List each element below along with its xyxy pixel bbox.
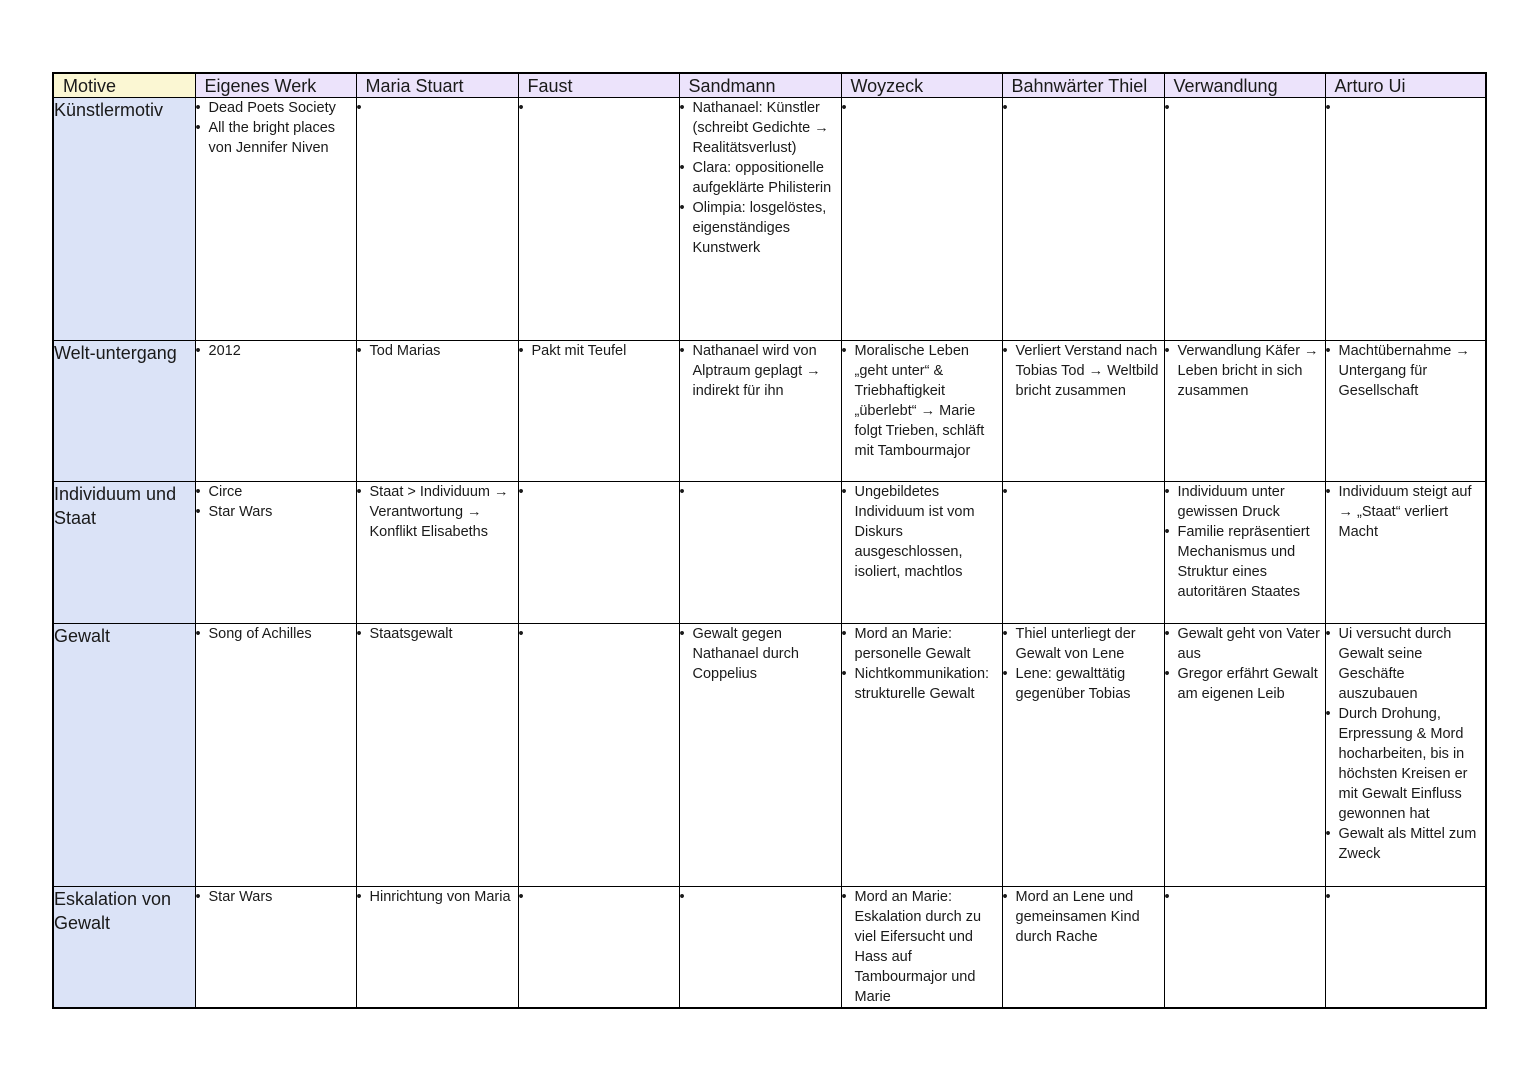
table-cell [518,482,679,624]
bullet-list [1326,482,1486,542]
bullet-list [1003,341,1164,401]
bullet-list [680,482,841,502]
header-work: Bahnwärter Thiel [1002,73,1164,98]
table-cell [1002,482,1164,624]
table-row [53,341,1486,482]
motive-cell: Künstlermotiv [53,98,195,341]
table-cell [679,341,841,482]
table-cell [679,98,841,341]
bullet-item: • Moralische Leben „geht unter“ & Triebhaftigkeit „überlebt“ → Marie folgt Trieben, schläft mit Tambourmajor [842,341,1002,461]
table-cell [518,887,679,1009]
bullet-item [680,887,841,907]
bullet-list [842,341,1002,461]
table-cell [1325,341,1486,482]
header-work: Verwandlung [1164,73,1325,98]
header-work: Faust [518,73,679,98]
table-cell [195,624,356,887]
bullet-item: • Verwandlung Käfer → Leben bricht in sich zusammen [1165,341,1325,401]
bullet-item: • Machtübernahme → Untergang für Gesellschaft [1326,341,1486,401]
bullet-item: • Hinrichtung von Maria [357,887,518,907]
bullet-list [1326,887,1486,907]
bullet-item: • Star Wars [196,887,356,907]
bullet-item: • Song of Achilles [196,624,356,644]
bullet-list [519,624,679,644]
table-cell [1325,482,1486,624]
table-row [53,482,1486,624]
header-motive: Motive [53,73,195,98]
table-cell [518,341,679,482]
bullet-item: • Nichtkommunikation: strukturelle Gewalt [842,664,1002,704]
bullet-item: • Thiel unterliegt der Gewalt von Lene [1003,624,1164,664]
table-cell [1002,887,1164,1009]
table-cell [841,887,1002,1009]
bullet-item: • Verliert Verstand nach Tobias Tod → Weltbild bricht zusammen [1003,341,1164,401]
table-cell [1325,98,1486,341]
bullet-list [1003,887,1164,947]
motive-cell: Gewalt [53,624,195,887]
bullet-item: • Individuum steigt auf → „Staat“ verliert Macht [1326,482,1486,542]
bullet-item: • Clara: oppositionelle aufgeklärte Philisterin [680,158,841,198]
table-cell [356,624,518,887]
bullet-list [680,887,841,907]
motive-cell: Welt-untergang [53,341,195,482]
bullet-item [680,482,841,502]
table-cell [679,624,841,887]
table-cell [679,887,841,1009]
bullet-list [519,887,679,907]
table-cell [841,624,1002,887]
header-work: Sandmann [679,73,841,98]
table-cell [356,482,518,624]
bullet-list [196,341,356,361]
table-cell [1325,887,1486,1009]
bullet-list [680,624,841,684]
table-row [53,887,1486,1009]
table-cell [679,482,841,624]
bullet-list [357,482,518,542]
bullet-item: • Ui versucht durch Gewalt seine Geschäfte auszubauen [1326,624,1486,704]
header-work: Maria Stuart [356,73,518,98]
table-row [53,624,1486,887]
bullet-list [357,341,518,361]
bullet-list [1003,98,1164,118]
table-cell [1164,98,1325,341]
bullet-item [357,98,518,118]
bullet-item [842,98,1002,118]
table-cell [518,98,679,341]
bullet-item: • Durch Drohung, Erpressung & Mord hocharbeiten, bis in höchsten Kreisen er mit Gewalt Einfluss gewonnen hat [1326,704,1486,824]
bullet-list [842,98,1002,118]
bullet-item: • Gewalt gegen Nathanael durch Coppelius [680,624,841,684]
table-cell [841,341,1002,482]
bullet-item: • Staatsgewalt [357,624,518,644]
bullet-item: • Gewalt als Mittel zum Zweck [1326,824,1486,864]
bullet-list [1165,341,1325,401]
bullet-list [842,887,1002,1007]
bullet-item: • Mord an Lene und gemeinsamen Kind durch Rache [1003,887,1164,947]
bullet-item: • Nathanael wird von Alptraum geplagt → indirekt für ihn [680,341,841,401]
motive-cell: Eskalation von Gewalt [53,887,195,1009]
table-cell [1164,341,1325,482]
bullet-item [1326,887,1486,907]
bullet-item [1165,98,1325,118]
header-work: Eigenes Werk [195,73,356,98]
bullet-list [519,341,679,361]
bullet-item: • Olimpia: losgelöstes, eigenständiges Kunstwerk [680,198,841,258]
table-cell [1002,624,1164,887]
bullet-list [1003,482,1164,502]
bullet-list [680,98,841,258]
bullet-item: • All the bright places von Jennifer Niven [196,118,356,158]
bullet-list [1165,98,1325,118]
bullet-item: • Dead Poets Society [196,98,356,118]
bullet-item: • 2012 [196,341,356,361]
bullet-item: • Star Wars [196,502,356,522]
bullet-item: • Individuum unter gewissen Druck [1165,482,1325,522]
table-cell [1164,624,1325,887]
bullet-item [1003,98,1164,118]
bullet-list [196,624,356,644]
bullet-list [842,624,1002,704]
bullet-list [196,887,356,907]
bullet-list [680,341,841,401]
table-cell [518,624,679,887]
bullet-list [1326,341,1486,401]
table-cell [356,887,518,1009]
bullet-item [519,482,679,502]
bullet-list [1165,624,1325,704]
bullet-list [1165,482,1325,602]
motive-cell: Individuum und Staat [53,482,195,624]
bullet-item: • Ungebildetes Individuum ist vom Diskurs ausgeschlossen, isoliert, machtlos [842,482,1002,582]
bullet-list [1326,624,1486,864]
bullet-item: • Circe [196,482,356,502]
bullet-list [519,98,679,118]
bullet-item: • Familie repräsentiert Mechanismus und Struktur eines autoritären Staates [1165,522,1325,602]
table-row [53,98,1486,341]
table-cell [356,98,518,341]
bullet-item [1326,98,1486,118]
table-cell [195,887,356,1009]
bullet-item [519,98,679,118]
table-cell [195,341,356,482]
bullet-list [842,482,1002,582]
bullet-item: • Mord an Marie: personelle Gewalt [842,624,1002,664]
bullet-item: • Mord an Marie: Eskalation durch zu viel Eifersucht und Hass auf Tambourmajor und Marie [842,887,1002,1007]
bullet-item: • Staat > Individuum → Verantwortung → Konflikt Elisabeths [357,482,518,542]
table-cell [195,98,356,341]
bullet-list [196,482,356,522]
header-work: Woyzeck [841,73,1002,98]
table-cell [1002,341,1164,482]
table-cell [356,341,518,482]
table-cell [841,98,1002,341]
table-cell [1164,482,1325,624]
table-cell [1164,887,1325,1009]
table-cell [841,482,1002,624]
bullet-list [519,482,679,502]
table-cell [1002,98,1164,341]
table-cell [1325,624,1486,887]
bullet-item: • Gregor erfährt Gewalt am eigenen Leib [1165,664,1325,704]
bullet-item [519,887,679,907]
table-cell [195,482,356,624]
bullet-list [1326,98,1486,118]
bullet-item [519,624,679,644]
bullet-item: • Lene: gewalttätig gegenüber Tobias [1003,664,1164,704]
bullet-item: • Tod Marias [357,341,518,361]
bullet-item: • Nathanael: Künstler (schreibt Gedichte → Realitätsverlust) [680,98,841,158]
header-row [53,73,1486,98]
bullet-list [1165,887,1325,907]
bullet-list [357,887,518,907]
bullet-list [196,98,356,158]
bullet-item: • Pakt mit Teufel [519,341,679,361]
bullet-item: • Gewalt geht von Vater aus [1165,624,1325,664]
bullet-list [357,624,518,644]
bullet-list [1003,624,1164,704]
bullet-list [357,98,518,118]
header-work: Arturo Ui [1325,73,1486,98]
motive-table [52,72,1487,1009]
bullet-item [1165,887,1325,907]
bullet-item [1003,482,1164,502]
